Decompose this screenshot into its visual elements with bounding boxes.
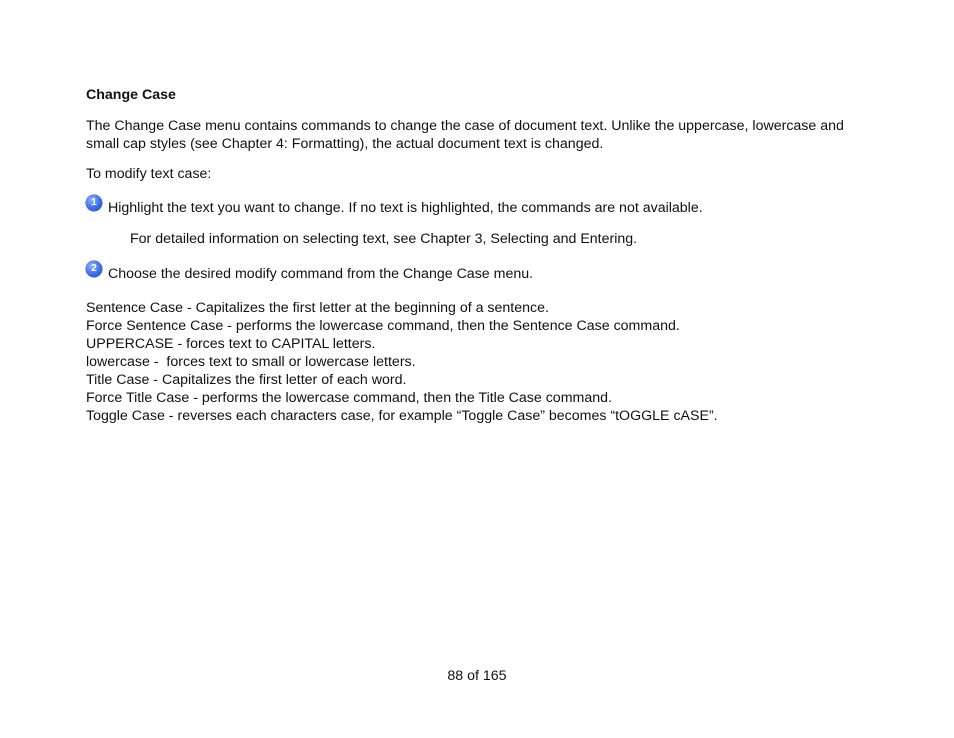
step-number-1-icon: 1 <box>86 195 102 211</box>
definition-sentence-case: Sentence Case - Capitalizes the first letter at the beginning of a sentence. <box>86 300 549 316</box>
instruction-lead: To modify text case: <box>86 166 212 182</box>
step-2 <box>86 265 876 283</box>
definition-lowercase: lowercase - forces text to small or lowercase letters. <box>86 354 416 370</box>
page-number: 88 of 165 <box>447 668 507 684</box>
section-heading: Change Case <box>86 87 176 103</box>
definition-uppercase: UPPERCASE - forces text to CAPITAL letters. <box>86 336 376 352</box>
step-1-text: Highlight the text you want to change. If no text is highlighted, the commands are not available. <box>108 200 703 216</box>
intro-paragraph: The Change Case menu contains commands to change the case of document text. Unlike the uppercase, lowercase and small cap styles (see Chapter 4: Formatting), the actual document text is changed. <box>86 118 844 152</box>
step-number-2-icon: 2 <box>86 261 102 277</box>
definition-force-title-case: Force Title Case - performs the lowercase command, then the Title Case command. <box>86 390 612 406</box>
step-1-note: For detailed information on selecting text, see Chapter 3, Selecting and Entering. <box>130 231 638 247</box>
step-2-text: Choose the desired modify command from the Change Case menu. <box>108 266 534 282</box>
definition-toggle-case: Toggle Case - reverses each characters case, for example “Toggle Case” becomes “tOGGLE cASE”. <box>86 408 718 424</box>
definition-force-sentence-case: Force Sentence Case - performs the lowercase command, then the Sentence Case command. <box>86 318 680 334</box>
case-definitions <box>86 299 876 425</box>
step-1 <box>86 199 876 217</box>
definition-title-case: Title Case - Capitalizes the first letter of each word. <box>86 372 407 388</box>
document-page <box>86 86 876 425</box>
